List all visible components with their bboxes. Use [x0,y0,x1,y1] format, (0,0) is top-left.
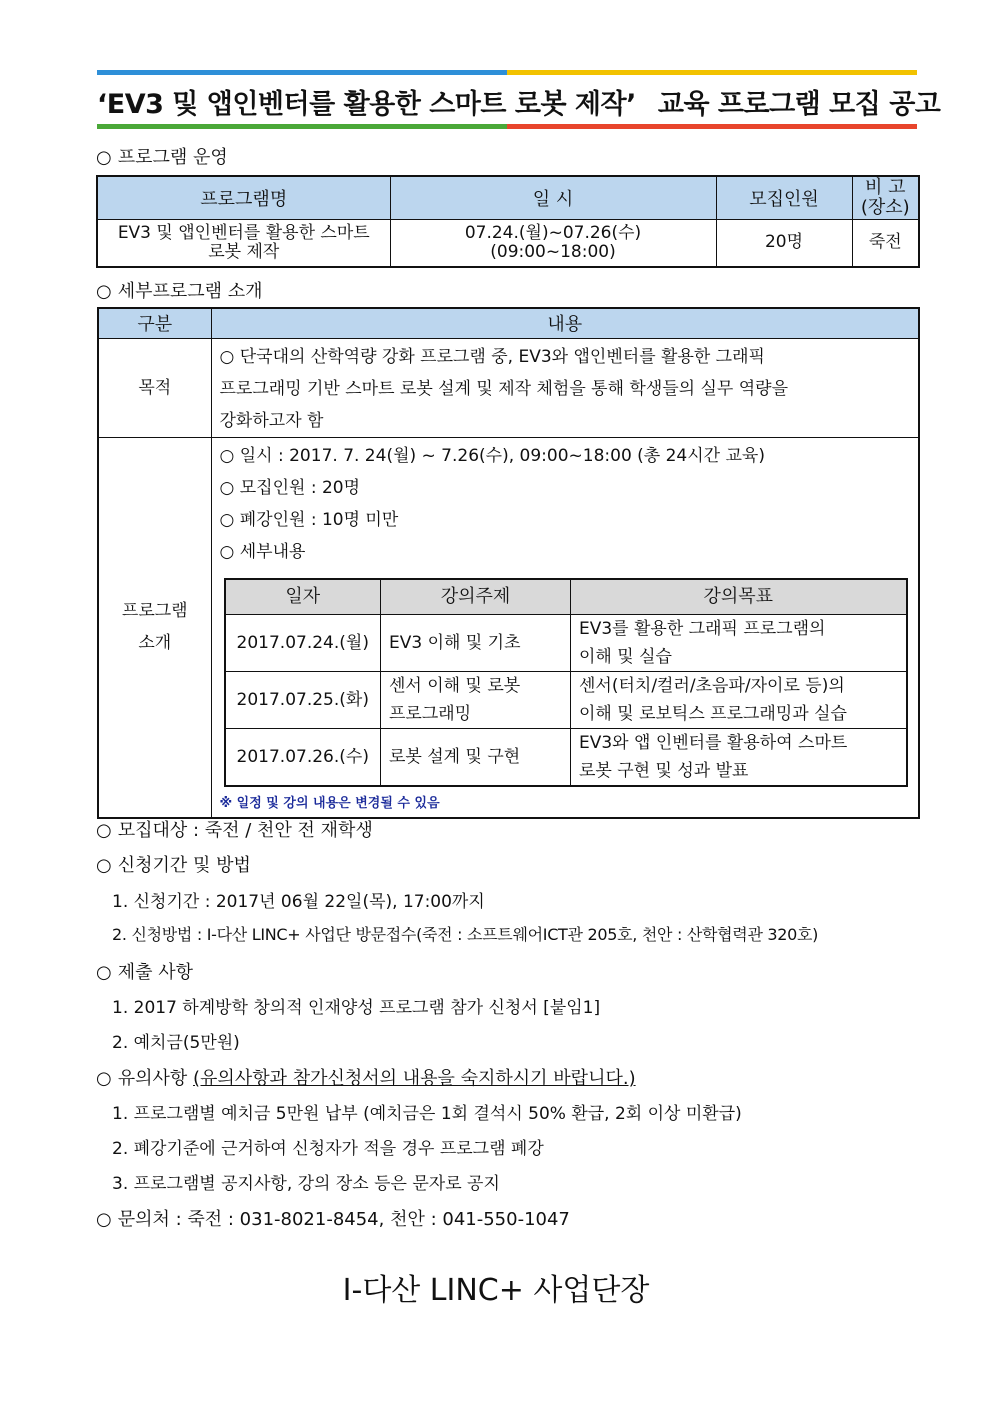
detail-table [97,307,920,819]
intro-content: ○ 일시 : 2017. 7. 24(월) ~ 7.26(수), 09:00~18:00 (총 24시간 교육) ○ 모집인원 : 20명 ○ 폐강인원 : 10명 미만 ○ 세부내용 일자 강의주제 강의목표 2017.07.24.(월) EV3 이해 및 기초 EV3를 활용한 그래픽 프로그램의 이해 및 실습 2017.07.25.(화) 센서 이해 및 로봇 프로그래밍 센서(터치/컬러/초음파/자이로 등)의 이해 및 로보틱스 프로그래밍과 실습 2017.07.26.(수) 로봇 설계 및 구현 EV3와 앱 인벤터를 활용하여 스마트 로봇 구현 및 성과 발표 ※ 일정 및 강의 내용은 변경될 수 있음 [211,437,919,818]
program-capacity: 20명 [716,219,852,267]
schedule-topic: EV3 이해 및 기초 [381,615,571,672]
list-item: 1. 신청기간 : 2017년 06월 22일(목), 17:00까지 [112,892,485,912]
header-goal: 강의목표 [571,579,907,615]
footer-signature: I-다산 LINC+ 사업단장 [342,1273,650,1308]
section-operation: ○ 프로그램 운영 [96,147,228,168]
section-submit: ○ 제출 사항 [96,962,193,983]
change-notice: ※ 일정 및 강의 내용은 변경될 수 있음 [219,796,440,811]
header-note: 비 고 (장소) [852,176,919,219]
title-top-bar [97,70,917,75]
header-topic: 강의주제 [381,579,571,615]
program-name: EV3 및 앱인벤터를 활용한 스마트 로봇 제작 [97,219,390,267]
caution-note: (유의사항과 참가신청서의 내용을 숙지하시기 바랍니다.) [193,1068,636,1089]
title-bottom-bar [97,124,917,129]
title-sub: 교육 프로그램 모집 공고 [657,89,941,120]
schedule-date: 2017.07.26.(수) [225,729,381,787]
schedule-topic: 센서 이해 및 로봇 프로그래밍 [381,672,571,729]
list-item: 2. 폐강기준에 근거하여 신청자가 적을 경우 프로그램 폐강 [112,1139,544,1159]
header-date: 일자 [225,579,381,615]
schedule-date: 2017.07.25.(화) [225,672,381,729]
header-capacity: 모집인원 [716,176,852,219]
purpose-text: ○ 단국대의 산학역량 강화 프로그램 중, EV3와 앱인벤터를 활용한 그래픽 프로그래밍 기반 스마트 로봇 설계 및 제작 체험을 통해 학생들의 실무 역량을 강화하고자 함 [211,338,919,437]
header-datetime: 일 시 [390,176,716,219]
schedule-table [224,578,908,788]
schedule-goal: EV3를 활용한 그래픽 프로그램의 이해 및 실습 [571,615,907,672]
program-date: 07.24.(월)~07.26(수) (09:00~18:00) [390,219,716,267]
list-item: 1. 프로그램별 예치금 5만원 납부 (예치금은 1회 결석시 50% 환급, 2회 이상 미환급) [112,1104,742,1124]
header-program-name: 프로그램명 [97,176,390,219]
schedule-goal: EV3와 앱 인벤터를 활용하여 스마트 로봇 구현 및 성과 발표 [571,729,907,787]
list-item: 2. 신청방법 : I-다산 LINC+ 사업단 방문접수(죽전 : 소프트웨어ICT관 205호, 천안 : 산학협력관 320호) [112,925,819,944]
title-main: ‘EV3 및 앱인벤터를 활용한 스마트 로봇 제작’ [97,89,636,120]
list-item: 1. 2017 하계방학 창의적 인재양성 프로그램 참가 신청서 [붙임1] [112,998,601,1018]
operation-table [96,175,920,268]
section-caution: ○ 유의사항 (유의사항과 참가신청서의 내용을 숙지하시기 바랍니다.) [96,1068,636,1089]
schedule-date: 2017.07.24.(월) [225,615,381,672]
page-title [97,82,941,121]
section-target: ○ 모집대상 : 죽전 / 천안 전 재학생 [96,820,373,841]
program-place: 죽전 [852,219,919,267]
table-row [225,672,907,729]
table-row [97,219,919,267]
table-row [98,437,919,818]
section-period: ○ 신청기간 및 방법 [96,855,251,876]
table-row [225,615,907,672]
section-contact: ○ 문의처 : 죽전 : 031-8021-8454, 천안 : 041-550-1047 [96,1209,570,1230]
schedule-goal: 센서(터치/컬러/초음파/자이로 등)의 이해 및 로보틱스 프로그래밍과 실습 [571,672,907,729]
intro-label: 프로그램 소개 [98,437,211,818]
section-detail: ○ 세부프로그램 소개 [96,281,263,302]
header-content: 내용 [211,308,919,338]
table-row [98,338,919,437]
schedule-topic: 로봇 설계 및 구현 [381,729,571,787]
list-item: 2. 예치금(5만원) [112,1033,240,1053]
purpose-label: 목적 [98,338,211,437]
list-item: 3. 프로그램별 공지사항, 강의 장소 등은 문자로 공지 [112,1174,500,1194]
header-category: 구분 [98,308,211,338]
table-row [225,729,907,787]
